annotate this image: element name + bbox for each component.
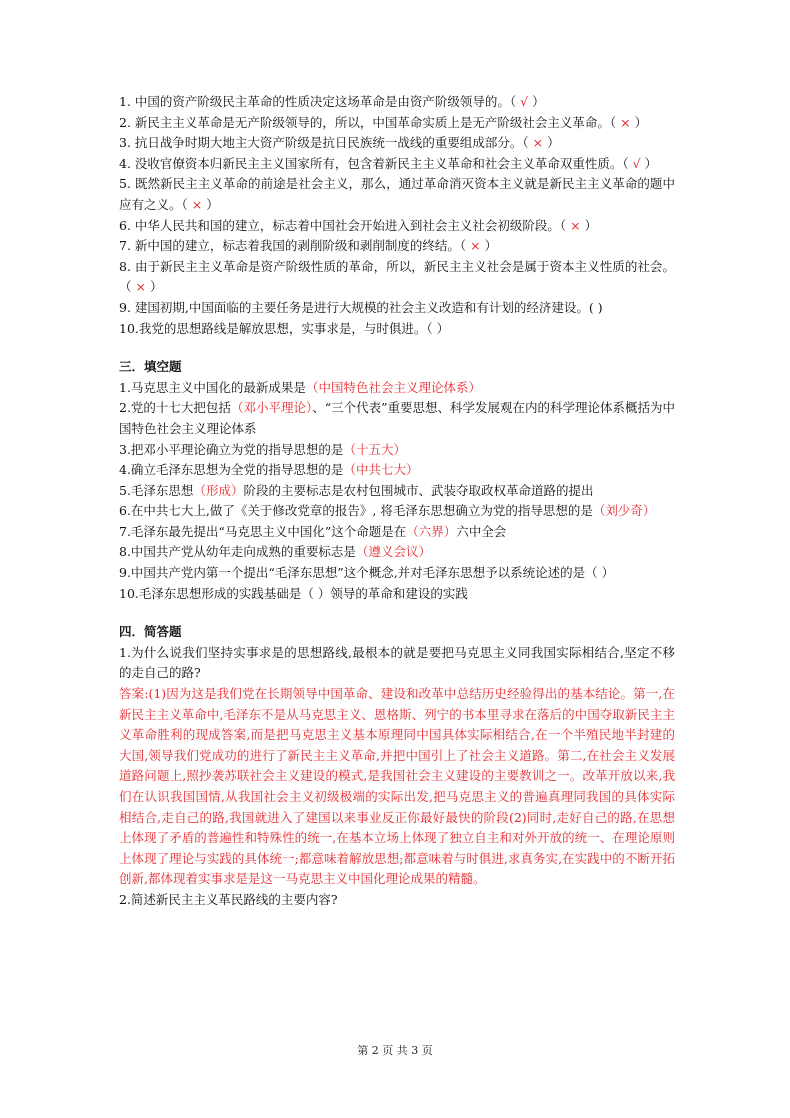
section-heading-fill-in: 三．填空题	[119, 359, 182, 375]
fill-in-item	[119, 398, 675, 439]
question-text: 10.我党的思想路线是解放思想，实事求是，与时俱进。（	[119, 320, 433, 336]
page-footer: 第 2 页 共 3 页	[357, 1044, 433, 1057]
closing-paren: ）	[634, 114, 648, 130]
fill-in-item	[119, 440, 675, 461]
true-false-item	[119, 236, 675, 257]
true-false-item	[119, 133, 675, 154]
true-false-item	[119, 216, 675, 237]
short-answer-1: 答案:(1)因为这是我们党在长期领导中国革命、建设和改革中总结历史经验得出的基本结论。第一,在新民主主义革命中,毛泽东不是从马克思主义、恩格斯、列宁的书本里寻求在落后的中国夺取新民主主义革命胜利的现成答案,而是把马克思主义基本原理同中国具体实际相结合,在一个半殖民地半封建的大国,领导我们党成功的进行了新民主主义革命,并把中国引上了社会主义道路。第二,在社会主义发展道路问题上,照抄袭苏联社会主义建设的模式,是我国社会主义建设的主要教训之一。改革开放以来,我们在认识我国国情,从我国社会主义初级极端的实际出发,把马克思主义的普遍真理同我国的具体实际相结合,走自己的路,我国就进入了建国以来事业反正你最好最快的阶段(2)同时,走好自己的路,在思想上体现了矛盾的普遍性和特殊性的统一,在基本立场上体现了独立自主和对外开放的统一、在理论原则上体现了理论与实践的具体统一;都意味着解放思想;都意味着与时俱进,求真务实,在实践中的不断开拓创新,都体现着实事求是是这一马克思主义中国化理论成果的精髓。	[119, 686, 675, 887]
answer-mark: √	[628, 155, 645, 171]
question-text: 4. 没收官僚资本归新民主主义国家所有，包含着新民主主义革命和社会主义革命双重性质。（	[119, 155, 629, 171]
question-text: 2.党的十七大把包括	[119, 400, 231, 416]
fill-in-item	[119, 481, 675, 502]
closing-paren: ）	[532, 94, 545, 109]
fill-in-section	[119, 378, 675, 605]
true-false-item	[119, 319, 675, 340]
closing-paren: )	[597, 299, 603, 315]
fill-in-item	[119, 522, 675, 543]
question-tail: 阶段的主要标志是农村包围城市、武装夺取政权革命道路的提出	[243, 482, 594, 498]
question-text: 9.中国共产党内第一个提出“毛泽东思想”这个概念,并对毛泽东思想予以系统论述的是（	[119, 565, 598, 581]
question-text: 4.确立毛泽东思想为全党的指导思想的是	[119, 462, 344, 478]
answer-text: （刘少奇）	[592, 503, 656, 519]
answer-text: （十五大）	[343, 441, 406, 457]
answer-mark: ×	[616, 114, 635, 130]
closing-paren: ）	[547, 135, 560, 151]
answer-text: （遵义会议）	[355, 544, 431, 560]
fill-in-item	[119, 542, 675, 563]
question-tail: 六中全会	[456, 523, 507, 539]
answer-mark: ×	[466, 238, 485, 254]
true-false-item	[119, 92, 675, 113]
answer-mark: ×	[187, 196, 207, 212]
question-text: 8.中国共产党从幼年走向成熟的重要标志是	[119, 544, 356, 560]
question-text: 2. 新民主主义革命是无产阶级领导的，所以，中国革命实质上是无产阶级社会主义革命。（	[119, 114, 617, 130]
closing-paren: ）	[206, 196, 219, 212]
true-false-item	[119, 257, 675, 298]
closing-paren: ）	[644, 155, 658, 171]
answer-text: （中共七大）	[343, 462, 419, 478]
fill-in-item	[119, 460, 675, 481]
question-text: 9. 建国初期,中国面临的主要任务是进行大规模的社会主义改造和有计划的经济建设。(	[119, 299, 594, 315]
true-false-item	[119, 113, 675, 134]
true-false-item	[119, 298, 675, 319]
page-content	[119, 92, 675, 911]
closing-paren: ）	[436, 320, 450, 336]
fill-in-item	[119, 584, 675, 605]
answer-text: （中国特色社会主义理论体系）	[305, 379, 481, 395]
short-question-2: 2.简述新民主主义革民路线的主要内容?	[119, 891, 338, 907]
section-heading-short-answer: 四．简答题	[119, 624, 182, 640]
fill-in-item	[119, 501, 675, 522]
answer-text: （六界）	[406, 523, 457, 539]
question-tail: ）	[601, 565, 615, 581]
question-text: 5. 既然新民主主义革命的前途是社会主义，那么，通过革命消灭资本主义就是新民主主义革命的题中应有之义。（	[119, 176, 675, 212]
closing-paren: ）	[149, 279, 163, 295]
answer-text: （邓小平理论）	[230, 400, 313, 416]
true-false-item	[119, 154, 675, 175]
answer-mark: ×	[528, 135, 548, 151]
true-false-section	[119, 92, 675, 339]
question-text: 7. 新中国的建立，标志着我国的剥削阶级和剥削制度的终结。（	[119, 238, 467, 254]
short-question-1: 1.为什么说我们坚持实事求是的思想路线,最根本的就是要把马克思主义同我国实际相结合,坚定不移的走自己的路?	[119, 644, 675, 681]
answer-mark: ×	[566, 217, 585, 233]
question-text: 10.毛泽东思想形成的实践基础是（	[119, 585, 314, 601]
fill-in-item	[119, 378, 675, 399]
question-text: 7.毛泽东最先提出“马克思主义中国化”这个命题是在	[119, 523, 407, 539]
question-tail: 、“三个代表”重要思想、科学发展观在内的科学理论体系概括为中国特色社会主义理论体系	[119, 400, 675, 436]
answer-mark: ×	[131, 279, 150, 295]
question-text: 3. 抗日战争时期大地主大资产阶级是抗日民族统一战线的重要组成部分。（	[119, 135, 529, 151]
question-text: 1.马克思主义中国化的最新成果是	[119, 379, 306, 395]
question-text: 3.把邓小平理论确立为党的指导思想的是	[119, 441, 344, 457]
fill-in-item	[119, 563, 675, 584]
true-false-item	[119, 174, 675, 215]
closing-paren: ）	[584, 217, 598, 233]
closing-paren: ）	[484, 238, 498, 254]
answer-text: （形成）	[193, 482, 244, 498]
question-text: 1. 中国的资产阶级民主革命的性质决定这场革命是由资产阶级领导的。（	[119, 94, 517, 109]
question-tail: ）领导的革命和建设的实践	[317, 585, 468, 601]
question-text: 6. 中华人民共和国的建立，标志着中国社会开始进入到社会主义社会初级阶段。（	[119, 217, 567, 233]
answer-mark: √	[516, 94, 533, 109]
question-text: 8. 由于新民主主义革命是资产阶级性质的革命，所以，新民主主义社会是属于资本主义性质的社会。（	[119, 258, 675, 295]
question-text: 5.毛泽东思想	[119, 482, 194, 498]
question-text: 6.在中共七大上,做了《关于修改党章的报告》, 将毛泽东思想确立为党的指导思想的是	[119, 503, 593, 519]
